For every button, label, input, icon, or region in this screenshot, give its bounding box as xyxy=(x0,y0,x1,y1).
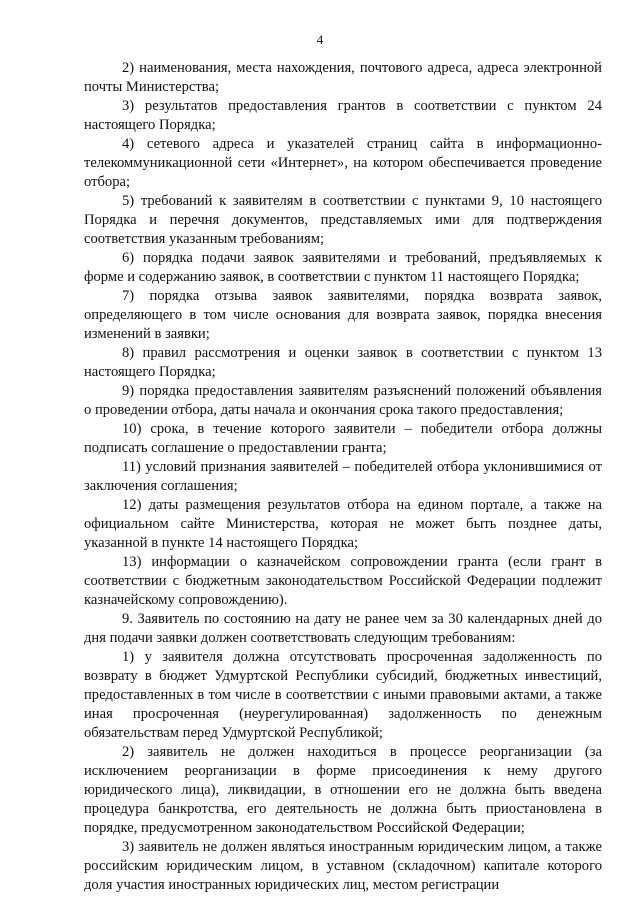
paragraph: 9) порядка предоставления заявителям разъяснений положений объявления о проведении отбора, даты начала и окончания срока такого предоставления; xyxy=(84,383,602,418)
paragraph: 2) заявитель не должен находиться в процессе реорганизации (за исключением реорганизации в форме присоединения к нему другого юридического лица), ликвидации, в отношении его не должна быть введена процедура банкротства, его деятельность не должна быть приостановлена в порядке, предусмотренном законодательством Российской Федерации; xyxy=(84,744,602,836)
paragraph: 8) правил рассмотрения и оценки заявок в соответствии с пунктом 13 настоящего Порядка; xyxy=(84,345,602,380)
document-body xyxy=(84,59,602,895)
paragraph: 4) сетевого адреса и указателей страниц сайта в информационно-телекоммуникационной сети «Интернет», на котором обеспечивается проведение отбора; xyxy=(84,136,602,190)
paragraph: 10) срока, в течение которого заявители – победители отбора должны подписать соглашение о предоставлении гранта; xyxy=(84,421,602,456)
paragraph: 3) заявитель не должен являться иностранным юридическим лицом, а также российским юридическим лицом, в уставном (складочном) капитале которого доля участия иностранных юридических лиц, местом регистрации xyxy=(84,839,602,893)
paragraph: 12) даты размещения результатов отбора на едином портале, а также на официальном сайте Министерства, которая не может быть позднее даты, указанной в пункте 14 настоящего Порядка; xyxy=(84,497,602,551)
paragraph: 9. Заявитель по состоянию на дату не ранее чем за 30 календарных дней до дня подачи заявки должен соответствовать следующим требованиям: xyxy=(84,611,602,646)
paragraph: 5) требований к заявителям в соответствии с пунктами 9, 10 настоящего Порядка и перечня документов, представляемых ими для подтверждения соответствия указанным требованиям; xyxy=(84,193,602,247)
page-number: 4 xyxy=(316,32,324,47)
paragraph: 2) наименования, места нахождения, почтового адреса, адреса электронной почты Министерства; xyxy=(84,60,602,95)
paragraph: 6) порядка подачи заявок заявителями и требований, предъявляемых к форме и содержанию заявок, в соответствии с пунктом 11 настоящего Порядка; xyxy=(84,250,602,285)
paragraph: 3) результатов предоставления грантов в соответствии с пунктом 24 настоящего Порядка; xyxy=(84,98,602,133)
paragraph: 13) информации о казначейском сопровождении гранта (если грант в соответствии с бюджетным законодательством Российской Федерации подлежит казначейскому сопровождению). xyxy=(84,554,602,608)
paragraph: 7) порядка отзыва заявок заявителями, порядка возврата заявок, определяющего в том числе основания для возврата заявок, порядка внесения изменений в заявки; xyxy=(84,288,602,342)
paragraph: 1) у заявителя должна отсутствовать просроченная задолженность по возврату в бюджет Удмуртской Республики субсидий, бюджетных инвестиций, предоставленных в том числе в соответствии с иными правовыми актами, а также иная просроченная (неурегулированная) задолженность по денежным обязательствам перед Удмуртской Республикой; xyxy=(84,649,602,741)
paragraph: 11) условий признания заявителей – победителей отбора уклонившимися от заключения соглашения; xyxy=(84,459,602,494)
